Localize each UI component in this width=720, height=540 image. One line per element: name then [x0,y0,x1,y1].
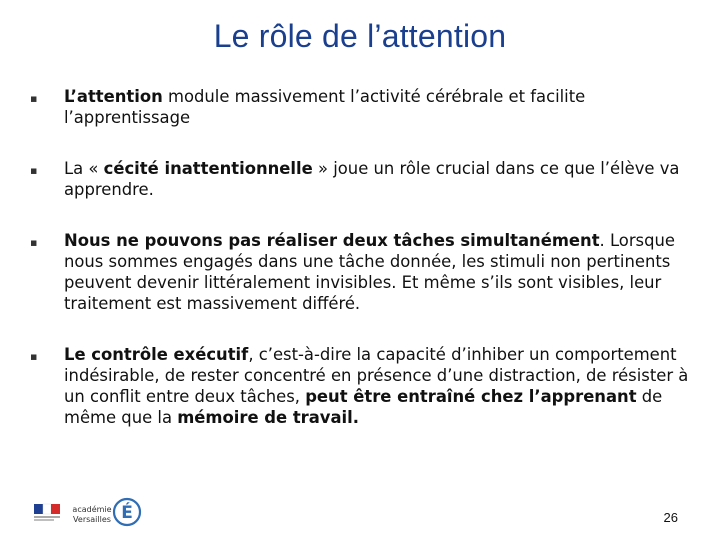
bullet-bold-text: Nous ne pouvons pas réaliser deux tâches simultanément [64,231,600,250]
bullet-text: de même que la [64,387,663,427]
academie-versailles-logo [30,492,145,532]
republique-francaise-logo [34,504,60,520]
academie-e-icon [114,499,140,525]
bullet-marker: ▪ [30,164,38,177]
slide-title: Le rôle de l’attention [213,18,507,54]
bullet-item [30,158,695,200]
bullet-text: » joue un rôle crucial dans ce que l’élève va apprendre. [64,159,680,199]
logo-text-line1: académie [72,505,112,514]
bullet-bold-text: Le contrôle exécutif [64,345,249,364]
bullet-list [30,86,695,428]
bullet-item [30,86,695,128]
bullet-marker: ▪ [30,236,38,249]
logo-letter: É [121,503,133,523]
bullet-item [30,344,695,428]
bullet-bold-text: peut être entraîné chez l’apprenant [305,387,637,406]
bullet-bold-text: L’attention [64,87,163,106]
bullet-text: module massivement l’activité cérébrale et facilite l’apprentissage [64,87,586,127]
bullet-bold-text: mémoire de travail. [177,408,360,427]
logo-text-line2: Versailles [73,515,111,524]
bullet-bold-text: cécité inattentionnelle [103,159,313,178]
bullet-text: . Lorsque nous sommes engagés dans une tâche donnée, les stimuli non pertinents peuvent devenir littéralement invisibles. Et même s’ils sont visibles, leur traitement est massivement différé. [64,231,675,313]
bullet-item [30,230,695,314]
bullet-marker: ▪ [30,92,38,105]
bullet-text: , c’est-à-dire la capacité d’inhiber un comportement indésirable, de rester concentré en présence d’une distraction, de résister à un conflit entre deux tâches, [64,345,689,406]
bullet-marker: ▪ [30,350,38,363]
page-number: 26 [663,510,678,525]
bullet-text: La « [64,159,104,178]
